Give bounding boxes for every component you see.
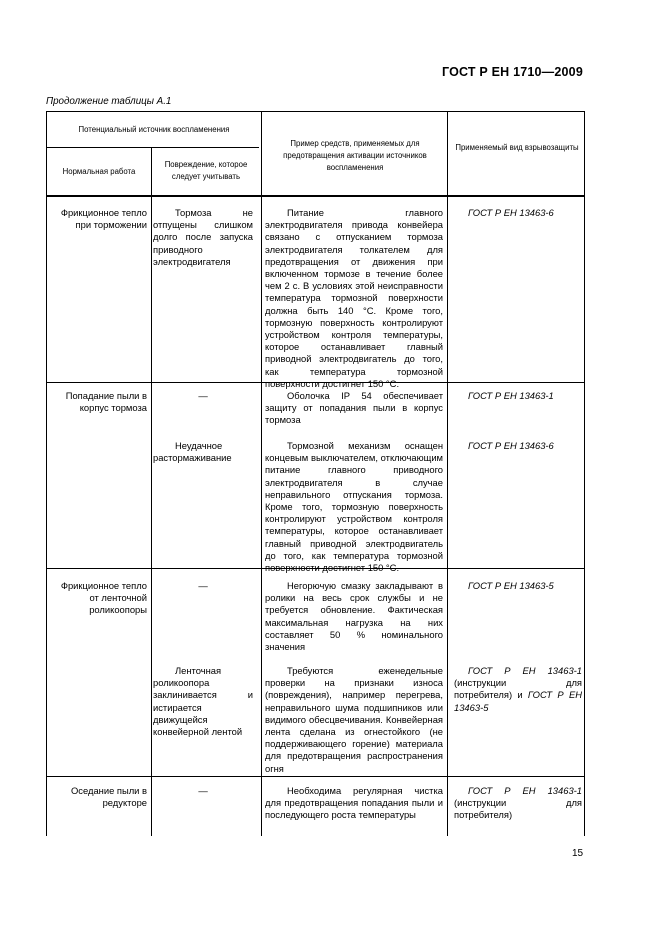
column-divider xyxy=(151,147,152,836)
protection-note: (инструкции для потребителя) xyxy=(454,797,582,821)
source-cell: Попадание пыли в корпус тормоза xyxy=(65,390,147,414)
measure-cell: Требуются еженедельные проверки на признаки износа (повреждения), например перегрева, неправильного шума подшипников или видимого обесцвечивания. Конвейерная лента сделана из огнестойкого (не поддерживающего горение) материала для предотвращения распространения огня xyxy=(265,665,443,774)
protection-cell: ГОСТ Р ЕН 13463-6 xyxy=(468,440,554,451)
damage-cell: Ленточная роликоопора заклинивается и истирается движущейся конвейерной лентой xyxy=(153,665,253,738)
header-potential-source: Потенциальный источник воспламенения xyxy=(78,125,230,134)
page-number: 15 xyxy=(572,848,584,859)
column-divider xyxy=(261,112,262,836)
protection-cell: ГОСТ Р ЕН 13463-6 xyxy=(468,207,554,218)
header-protection-type: Применяемый вид взрывозащиты xyxy=(455,143,579,152)
damage-cell: Тормоза не отпущены слишком долго после запуска приводного электродвигателя xyxy=(153,207,253,267)
source-cell: Фрикционное тепло при торможении xyxy=(60,207,147,231)
damage-cell: Неудачное растормаживание xyxy=(153,440,232,464)
measure-cell: Оболочка IP 54 обеспечивает защиту от попадания пыли в корпус тормоза xyxy=(265,390,443,426)
measure-cell: Питание главного электродвигателя привода конвейера связано с отпусканием тормоза электродвигателя толкателем для предотвращения от движения при включенном тормозе в течение более чем 2 с. В условиях этой неисправности температура тормозной поверхности должна быть 140 °С. Кроме того, тормозную поверхность контролируют устройством контроля температуры, которое останавливает главный приводной электродвигатель до того, как температура тормозной поверхности достигнет 150 °С. xyxy=(265,207,443,389)
header-damage-considered: Повреждение, которое следует учитывать xyxy=(164,160,248,181)
protection-standard: ГОСТ Р ЕН 13463-5 xyxy=(454,689,582,713)
damage-cell: — xyxy=(198,580,208,591)
damage-cell: — xyxy=(198,390,208,401)
measure-cell: Необходима регулярная чистка для предотвращения попадания пыли и последующего роста температуры xyxy=(265,785,443,821)
measure-cell: Негорючую смазку закладывают в ролики на весь срок службы и не требуется обновление. Фактическая максимальная нагрузка на них составляет 50 % номинального значения xyxy=(265,580,443,653)
protection-cell xyxy=(454,665,582,714)
protection-cell: ГОСТ Р ЕН 13463-5 xyxy=(468,580,554,591)
protection-cell xyxy=(454,785,582,822)
header-bottom-rule xyxy=(47,196,584,197)
protection-standard: ГОСТ Р ЕН 13463-1 xyxy=(468,785,582,796)
header-normal-operation: Нормальная работа xyxy=(62,167,136,176)
source-cell: Оседание пыли в редукторе xyxy=(70,785,147,809)
protection-note: (инструкции для потребителя) xyxy=(454,677,582,701)
requirements-table xyxy=(46,111,585,836)
header-measures: Пример средств, применяемых для предотвращения активации источников воспламенения xyxy=(283,139,427,172)
damage-cell: — xyxy=(198,785,208,796)
column-divider xyxy=(447,112,448,836)
standard-title: ГОСТ Р ЕН 1710—2009 xyxy=(441,65,583,79)
header-divider xyxy=(47,147,259,148)
measure-cell: Тормозной механизм оснащен концевым выключателем, отключающим питание главного приводного электродвигателя в случае неправильного отпускания тормоза. Кроме того, тормозную поверхность контролируют устройством контроля температуры, которое останавливает главный приводной электродвигатель до того, как температура тормозной поверхности достигнет 150 °С. xyxy=(265,440,443,574)
protection-conjunction: и xyxy=(517,689,523,701)
source-cell: Фрикционное тепло от ленточной роликоопоры xyxy=(60,580,147,616)
table-caption: Продолжение таблицы А.1 xyxy=(46,96,172,107)
row-divider xyxy=(47,776,584,777)
protection-cell: ГОСТ Р ЕН 13463-1 xyxy=(468,390,554,401)
protection-standard: ГОСТ Р ЕН 13463-1 xyxy=(468,665,582,676)
